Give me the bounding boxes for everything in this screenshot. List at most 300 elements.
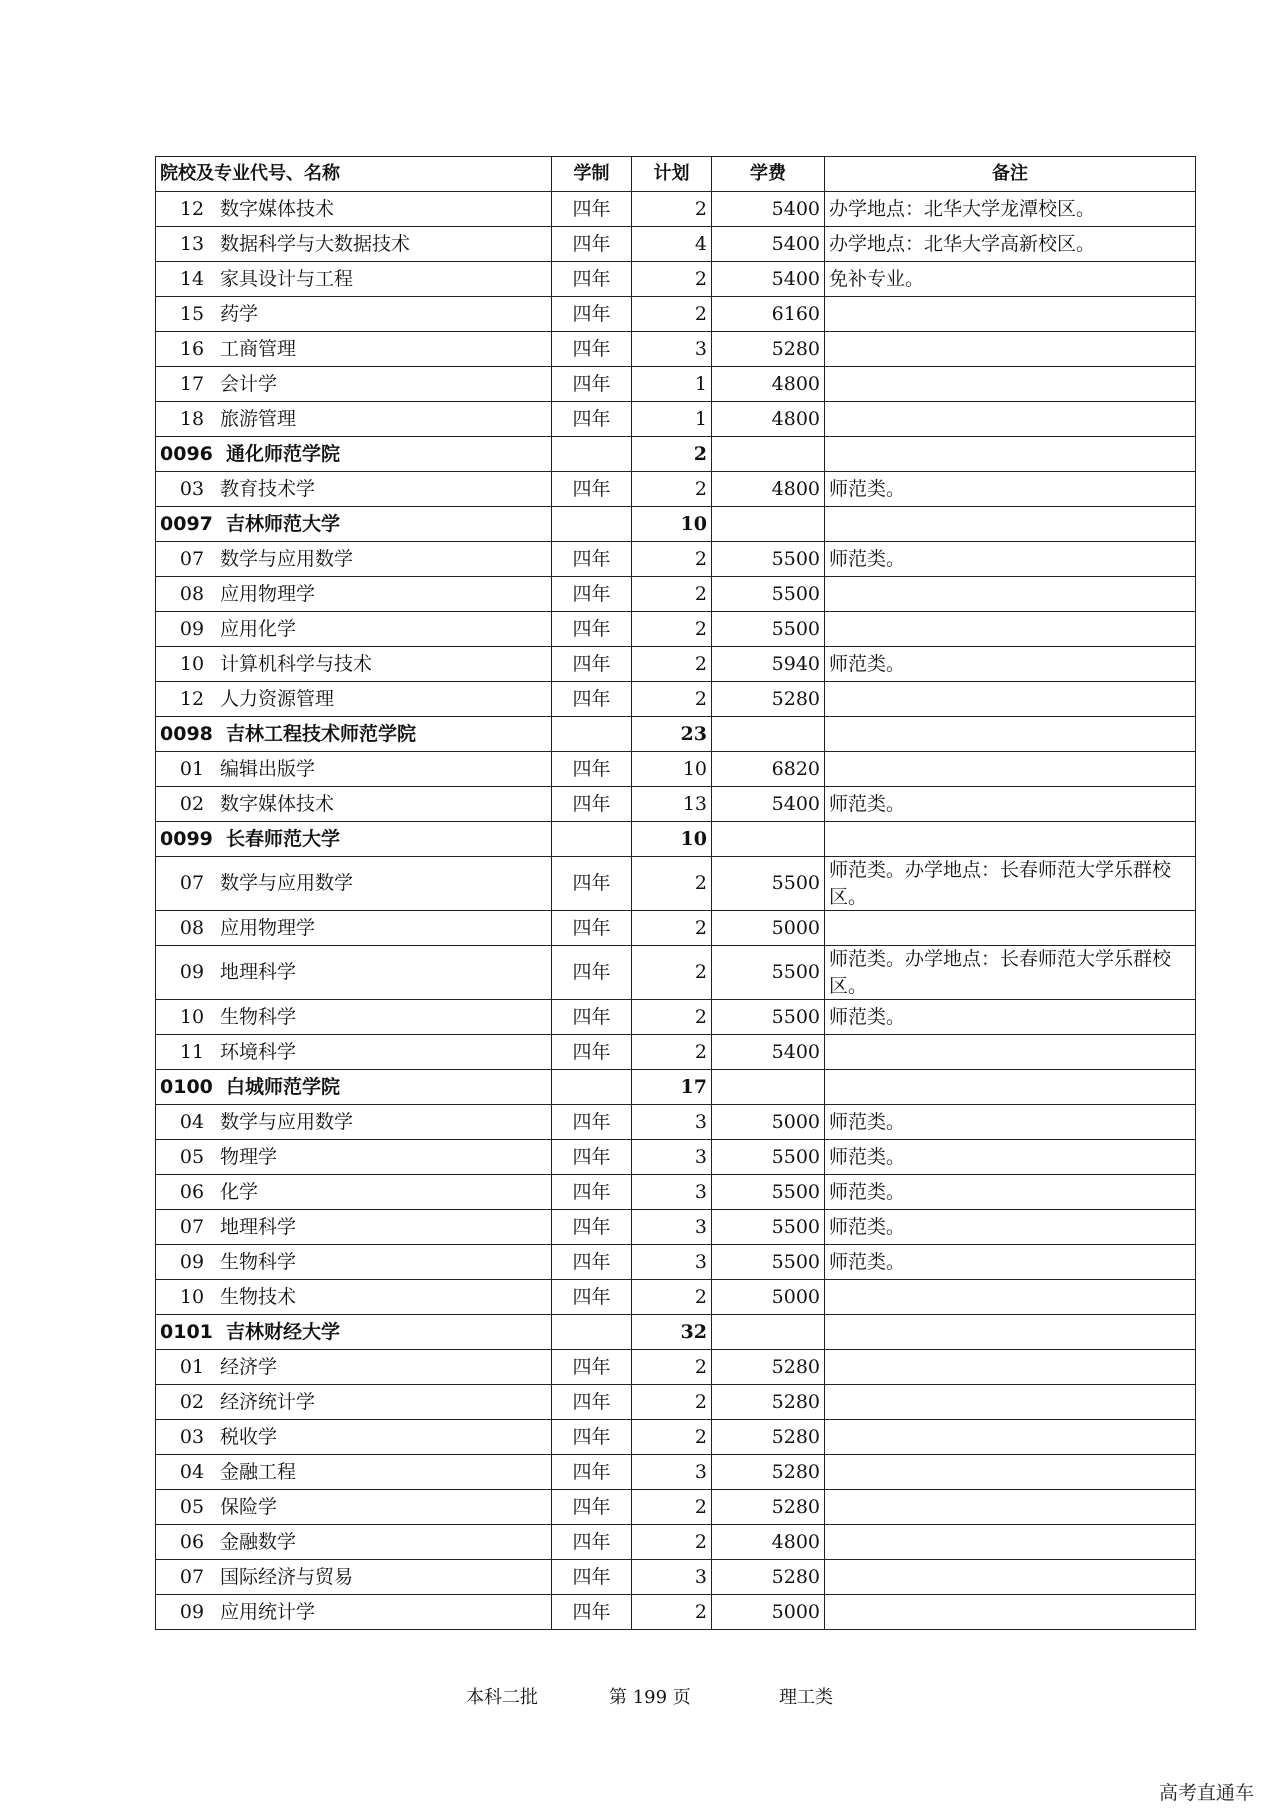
- years-cell: 四年: [552, 911, 632, 946]
- major-code: 09: [179, 961, 205, 984]
- plan-cell: 2: [632, 612, 712, 647]
- major-cell: [156, 262, 552, 297]
- major-code: 10: [179, 652, 205, 675]
- major-row: [156, 946, 1196, 1000]
- fee-cell: 5400: [712, 192, 825, 227]
- major-code: 10: [179, 1006, 205, 1029]
- watermark: 高考直通车: [1158, 1782, 1254, 1804]
- major-name: 金融数学: [220, 1531, 297, 1554]
- years-cell: 四年: [552, 1280, 632, 1315]
- major-code: 11: [179, 1041, 205, 1064]
- major-code: 02: [179, 792, 205, 815]
- major-name: 应用物理学: [220, 582, 316, 605]
- major-row: [156, 787, 1196, 822]
- years-cell: 四年: [552, 332, 632, 367]
- years-cell: 四年: [552, 1595, 632, 1630]
- major-name: 地理科学: [220, 961, 297, 984]
- major-name: 数字媒体技术: [220, 197, 335, 220]
- plan-cell: 10: [632, 507, 712, 542]
- plan-cell: 2: [632, 946, 712, 1000]
- enrollment-table: [155, 156, 1196, 1630]
- major-row: [156, 1560, 1196, 1595]
- major-cell: [156, 1175, 552, 1210]
- page-footer: [0, 1683, 1280, 1713]
- fee-cell: [712, 507, 825, 542]
- major-row: [156, 911, 1196, 946]
- major-code: 04: [179, 1461, 205, 1484]
- major-code: 09: [179, 1601, 205, 1624]
- fee-cell: 5280: [712, 1490, 825, 1525]
- major-name: 会计学: [220, 372, 278, 395]
- major-cell: [156, 577, 552, 612]
- major-code: 18: [179, 407, 205, 430]
- major-name: 化学: [220, 1181, 259, 1204]
- major-name: 物理学: [220, 1146, 278, 1169]
- major-cell: [156, 297, 552, 332]
- major-cell: [156, 1000, 552, 1035]
- years-cell: 四年: [552, 752, 632, 787]
- major-code: 01: [179, 757, 205, 780]
- major-row: [156, 1000, 1196, 1035]
- years-cell: 四年: [552, 1385, 632, 1420]
- plan-cell: 2: [632, 297, 712, 332]
- school-row: [156, 1070, 1196, 1105]
- major-code: 06: [179, 1531, 205, 1554]
- major-cell: [156, 1490, 552, 1525]
- school-name: 白城师范学院: [226, 1076, 341, 1099]
- major-cell: [156, 542, 552, 577]
- major-row: [156, 472, 1196, 507]
- note-cell: [825, 437, 1196, 472]
- major-row: [156, 332, 1196, 367]
- major-code: 06: [179, 1181, 205, 1204]
- major-row: [156, 402, 1196, 437]
- plan-cell: 3: [632, 1105, 712, 1140]
- major-row: [156, 1595, 1196, 1630]
- major-cell: [156, 647, 552, 682]
- major-name: 数字媒体技术: [220, 792, 335, 815]
- major-name: 数学与应用数学: [220, 872, 354, 895]
- note-cell: [825, 1070, 1196, 1105]
- major-cell: [156, 1140, 552, 1175]
- school-code: 0100: [160, 1076, 213, 1099]
- plan-cell: 23: [632, 717, 712, 752]
- plan-cell: 1: [632, 402, 712, 437]
- major-cell: [156, 612, 552, 647]
- years-cell: 四年: [552, 1000, 632, 1035]
- plan-cell: 3: [632, 1560, 712, 1595]
- major-name: 生物技术: [220, 1286, 297, 1309]
- years-cell: 四年: [552, 1560, 632, 1595]
- major-code: 08: [179, 582, 205, 605]
- major-code: 16: [179, 337, 205, 360]
- fee-cell: 5280: [712, 1420, 825, 1455]
- major-cell: [156, 946, 552, 1000]
- header-fee: 学费: [712, 157, 825, 192]
- plan-cell: 2: [632, 647, 712, 682]
- school-cell: [156, 1315, 552, 1350]
- major-row: [156, 1420, 1196, 1455]
- major-code: 15: [179, 302, 205, 325]
- note-cell: [825, 297, 1196, 332]
- years-cell: 四年: [552, 472, 632, 507]
- major-cell: [156, 1595, 552, 1630]
- header-name: 院校及专业代号、名称: [156, 157, 552, 192]
- years-cell: [552, 437, 632, 472]
- major-row: [156, 1280, 1196, 1315]
- years-cell: 四年: [552, 542, 632, 577]
- major-name: 工商管理: [220, 337, 297, 360]
- school-name: 吉林财经大学: [226, 1321, 341, 1344]
- note-cell: [825, 822, 1196, 857]
- fee-cell: 4800: [712, 367, 825, 402]
- plan-cell: 3: [632, 1245, 712, 1280]
- fee-cell: 5000: [712, 911, 825, 946]
- plan-cell: 2: [632, 1035, 712, 1070]
- school-row: [156, 1315, 1196, 1350]
- years-cell: 四年: [552, 857, 632, 911]
- plan-cell: 2: [632, 1420, 712, 1455]
- major-code: 14: [179, 267, 205, 290]
- school-code: 0099: [160, 827, 213, 850]
- major-name: 数学与应用数学: [220, 1111, 354, 1134]
- major-row: [156, 1175, 1196, 1210]
- major-row: [156, 1490, 1196, 1525]
- years-cell: 四年: [552, 1175, 632, 1210]
- plan-cell: 2: [632, 192, 712, 227]
- plan-cell: 2: [632, 682, 712, 717]
- note-cell: 免补专业。: [825, 262, 1196, 297]
- years-cell: 四年: [552, 1245, 632, 1280]
- fee-cell: 5940: [712, 647, 825, 682]
- note-cell: [825, 577, 1196, 612]
- school-row: [156, 822, 1196, 857]
- note-cell: [825, 1455, 1196, 1490]
- major-name: 生物科学: [220, 1251, 297, 1274]
- fee-cell: 5280: [712, 1385, 825, 1420]
- school-name: 长春师范大学: [226, 827, 341, 850]
- plan-cell: 2: [632, 437, 712, 472]
- fee-cell: 5280: [712, 682, 825, 717]
- major-cell: [156, 192, 552, 227]
- years-cell: 四年: [552, 612, 632, 647]
- fee-cell: 5280: [712, 332, 825, 367]
- years-cell: 四年: [552, 946, 632, 1000]
- table-header-row: [156, 157, 1196, 192]
- major-cell: [156, 1350, 552, 1385]
- fee-cell: 5500: [712, 1000, 825, 1035]
- major-name: 应用统计学: [220, 1601, 316, 1624]
- plan-cell: 3: [632, 332, 712, 367]
- major-cell: [156, 402, 552, 437]
- major-code: 12: [179, 197, 205, 220]
- major-code: 04: [179, 1111, 205, 1134]
- major-name: 地理科学: [220, 1216, 297, 1239]
- note-cell: 师范类。: [825, 1175, 1196, 1210]
- major-row: [156, 542, 1196, 577]
- major-cell: [156, 1280, 552, 1315]
- plan-cell: 3: [632, 1140, 712, 1175]
- school-code: 0101: [160, 1321, 213, 1344]
- major-cell: [156, 472, 552, 507]
- note-cell: [825, 402, 1196, 437]
- major-row: [156, 297, 1196, 332]
- plan-cell: 10: [632, 752, 712, 787]
- major-cell: [156, 1035, 552, 1070]
- major-code: 13: [179, 232, 205, 255]
- fee-cell: 6160: [712, 297, 825, 332]
- years-cell: 四年: [552, 192, 632, 227]
- school-cell: [156, 1070, 552, 1105]
- years-cell: [552, 507, 632, 542]
- fee-cell: 4800: [712, 402, 825, 437]
- major-row: [156, 1455, 1196, 1490]
- fee-cell: 5400: [712, 262, 825, 297]
- major-name: 家具设计与工程: [220, 267, 354, 290]
- major-code: 05: [179, 1496, 205, 1519]
- major-name: 金融工程: [220, 1461, 297, 1484]
- major-row: [156, 1210, 1196, 1245]
- fee-cell: [712, 437, 825, 472]
- footer-page-number: 第 199 页: [609, 1687, 691, 1708]
- major-cell: [156, 1560, 552, 1595]
- school-code: 0098: [160, 722, 213, 745]
- major-code: 07: [179, 547, 205, 570]
- plan-cell: 13: [632, 787, 712, 822]
- major-cell: [156, 367, 552, 402]
- major-cell: [156, 1455, 552, 1490]
- fee-cell: 5280: [712, 1455, 825, 1490]
- fee-cell: [712, 717, 825, 752]
- plan-cell: 2: [632, 472, 712, 507]
- major-cell: [156, 1210, 552, 1245]
- fee-cell: 5500: [712, 1140, 825, 1175]
- fee-cell: 5000: [712, 1280, 825, 1315]
- plan-cell: 2: [632, 1350, 712, 1385]
- major-name: 人力资源管理: [220, 687, 335, 710]
- header-years: 学制: [552, 157, 632, 192]
- fee-cell: [712, 1315, 825, 1350]
- major-code: 07: [179, 872, 205, 895]
- note-cell: [825, 1595, 1196, 1630]
- school-code: 0096: [160, 442, 213, 465]
- fee-cell: 5500: [712, 1210, 825, 1245]
- note-cell: [825, 332, 1196, 367]
- years-cell: 四年: [552, 262, 632, 297]
- major-cell: [156, 752, 552, 787]
- major-code: 08: [179, 916, 205, 939]
- fee-cell: 5500: [712, 857, 825, 911]
- school-cell: [156, 437, 552, 472]
- major-cell: [156, 1245, 552, 1280]
- years-cell: 四年: [552, 1420, 632, 1455]
- plan-cell: 32: [632, 1315, 712, 1350]
- plan-cell: 3: [632, 1455, 712, 1490]
- note-cell: [825, 1490, 1196, 1525]
- major-name: 保险学: [220, 1496, 278, 1519]
- major-name: 应用化学: [220, 617, 297, 640]
- school-row: [156, 507, 1196, 542]
- major-row: [156, 1525, 1196, 1560]
- major-cell: [156, 227, 552, 262]
- note-cell: 师范类。: [825, 1000, 1196, 1035]
- years-cell: 四年: [552, 227, 632, 262]
- major-name: 旅游管理: [220, 407, 297, 430]
- plan-cell: 2: [632, 1280, 712, 1315]
- footer-batch: 本科二批: [466, 1687, 538, 1708]
- major-row: [156, 262, 1196, 297]
- note-cell: 师范类。: [825, 787, 1196, 822]
- major-cell: [156, 857, 552, 911]
- years-cell: 四年: [552, 1035, 632, 1070]
- major-code: 17: [179, 372, 205, 395]
- note-cell: [825, 1525, 1196, 1560]
- plan-cell: 2: [632, 577, 712, 612]
- plan-cell: 17: [632, 1070, 712, 1105]
- plan-cell: 2: [632, 1490, 712, 1525]
- school-row: [156, 437, 1196, 472]
- major-name: 环境科学: [220, 1041, 297, 1064]
- major-cell: [156, 332, 552, 367]
- note-cell: [825, 1420, 1196, 1455]
- note-cell: [825, 1315, 1196, 1350]
- major-code: 07: [179, 1216, 205, 1239]
- years-cell: 四年: [552, 577, 632, 612]
- plan-cell: 2: [632, 542, 712, 577]
- plan-cell: 2: [632, 1385, 712, 1420]
- major-code: 03: [179, 1426, 205, 1449]
- major-cell: [156, 911, 552, 946]
- note-cell: [825, 1035, 1196, 1070]
- fee-cell: 5500: [712, 612, 825, 647]
- plan-cell: 2: [632, 262, 712, 297]
- major-code: 02: [179, 1391, 205, 1414]
- fee-cell: 5400: [712, 1035, 825, 1070]
- plan-cell: 1: [632, 367, 712, 402]
- major-row: [156, 1140, 1196, 1175]
- fee-cell: 5500: [712, 542, 825, 577]
- major-row: [156, 367, 1196, 402]
- fee-cell: 5280: [712, 1560, 825, 1595]
- plan-cell: 2: [632, 1000, 712, 1035]
- major-name: 应用物理学: [220, 916, 316, 939]
- major-code: 10: [179, 1286, 205, 1309]
- note-cell: 师范类。: [825, 472, 1196, 507]
- years-cell: 四年: [552, 1525, 632, 1560]
- major-cell: [156, 1105, 552, 1140]
- major-code: 09: [179, 617, 205, 640]
- years-cell: 四年: [552, 787, 632, 822]
- note-cell: [825, 1560, 1196, 1595]
- major-name: 编辑出版学: [220, 757, 316, 780]
- note-cell: [825, 1385, 1196, 1420]
- major-cell: [156, 1420, 552, 1455]
- footer-category: 理工类: [779, 1687, 833, 1708]
- years-cell: [552, 1315, 632, 1350]
- major-row: [156, 1245, 1196, 1280]
- years-cell: 四年: [552, 682, 632, 717]
- school-code: 0097: [160, 512, 213, 535]
- note-cell: [825, 911, 1196, 946]
- years-cell: 四年: [552, 1490, 632, 1525]
- note-cell: 办学地点：北华大学龙潭校区。: [825, 192, 1196, 227]
- fee-cell: 5400: [712, 227, 825, 262]
- major-row: [156, 1350, 1196, 1385]
- years-cell: [552, 717, 632, 752]
- school-name: 吉林师范大学: [226, 512, 341, 535]
- major-row: [156, 577, 1196, 612]
- school-cell: [156, 822, 552, 857]
- major-name: 药学: [220, 302, 259, 325]
- major-row: [156, 857, 1196, 911]
- years-cell: 四年: [552, 367, 632, 402]
- note-cell: [825, 752, 1196, 787]
- note-cell: 办学地点：北华大学高新校区。: [825, 227, 1196, 262]
- school-row: [156, 717, 1196, 752]
- fee-cell: 5500: [712, 1175, 825, 1210]
- note-cell: [825, 717, 1196, 752]
- years-cell: 四年: [552, 297, 632, 332]
- school-name: 通化师范学院: [226, 442, 341, 465]
- major-code: 12: [179, 687, 205, 710]
- years-cell: [552, 822, 632, 857]
- note-cell: [825, 1280, 1196, 1315]
- plan-cell: 2: [632, 911, 712, 946]
- major-name: 数学与应用数学: [220, 547, 354, 570]
- fee-cell: 4800: [712, 1525, 825, 1560]
- major-row: [156, 1105, 1196, 1140]
- note-cell: 师范类。: [825, 1105, 1196, 1140]
- major-code: 05: [179, 1146, 205, 1169]
- fee-cell: [712, 822, 825, 857]
- major-code: 03: [179, 477, 205, 500]
- major-row: [156, 647, 1196, 682]
- years-cell: 四年: [552, 1105, 632, 1140]
- years-cell: 四年: [552, 1140, 632, 1175]
- fee-cell: 5000: [712, 1105, 825, 1140]
- major-row: [156, 752, 1196, 787]
- years-cell: 四年: [552, 1350, 632, 1385]
- years-cell: 四年: [552, 647, 632, 682]
- major-cell: [156, 1385, 552, 1420]
- plan-cell: 2: [632, 857, 712, 911]
- major-row: [156, 682, 1196, 717]
- note-cell: 师范类。: [825, 1210, 1196, 1245]
- major-name: 国际经济与贸易: [220, 1566, 354, 1589]
- years-cell: [552, 1070, 632, 1105]
- fee-cell: 6820: [712, 752, 825, 787]
- plan-cell: 2: [632, 1525, 712, 1560]
- school-cell: [156, 717, 552, 752]
- header-plan: 计划: [632, 157, 712, 192]
- major-name: 经济统计学: [220, 1391, 316, 1414]
- header-note: 备注: [825, 157, 1196, 192]
- major-name: 生物科学: [220, 1006, 297, 1029]
- major-name: 税收学: [220, 1426, 278, 1449]
- note-cell: 师范类。: [825, 542, 1196, 577]
- fee-cell: 5280: [712, 1350, 825, 1385]
- major-name: 经济学: [220, 1356, 278, 1379]
- fee-cell: 4800: [712, 472, 825, 507]
- plan-cell: 10: [632, 822, 712, 857]
- note-cell: 师范类。办学地点：长春师范大学乐群校区。: [825, 946, 1196, 1000]
- note-cell: 师范类。办学地点：长春师范大学乐群校区。: [825, 857, 1196, 911]
- fee-cell: 5400: [712, 787, 825, 822]
- plan-cell: 3: [632, 1175, 712, 1210]
- major-row: [156, 612, 1196, 647]
- school-cell: [156, 507, 552, 542]
- note-cell: [825, 682, 1196, 717]
